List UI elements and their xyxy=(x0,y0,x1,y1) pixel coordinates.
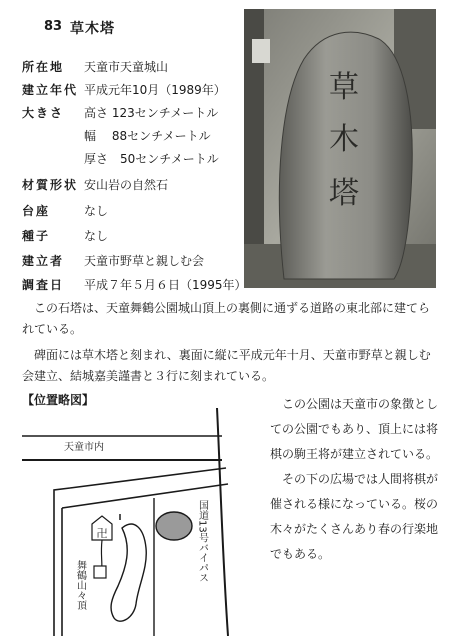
info-value: 高さ 123センチメートル xyxy=(84,106,219,120)
side-line: ての公園でもあり、頂上には将 xyxy=(270,422,439,436)
summit-label: 舞鶴山々頂 xyxy=(74,560,86,610)
info-value: 厚さ 50センチメートル xyxy=(84,152,219,166)
map-heading: 【位置略図】 xyxy=(22,393,95,407)
park-description xyxy=(270,392,445,567)
paragraph-line: 会建立、結城嘉美謹書と３行に刻まれている。 xyxy=(22,369,275,383)
info-label: 建立者 xyxy=(22,254,65,268)
info-label: 台座 xyxy=(22,204,51,218)
info-value: なし xyxy=(84,204,109,218)
side-line: 木々がたくさんあり春の行楽地 xyxy=(270,522,439,536)
side-line: この公園は天童市の象徴とし xyxy=(282,397,439,411)
info-value: 天童市天童城山 xyxy=(84,60,169,74)
paragraph-line: この石塔は、天童舞鶴公園城山頂上の裏側に通ずる道路の東北部に建てら xyxy=(34,301,431,315)
temple-marker: 卍 xyxy=(96,527,108,540)
paragraph-line: 碑面には草木塔と刻まれ、裏面に縦に平成元年十月、天童市野草と親しむ xyxy=(34,348,431,362)
side-line: 催される様になっている。桜の xyxy=(270,497,439,511)
info-value: 平成元年10月（1989年） xyxy=(84,83,226,97)
info-value: 安山岩の自然石 xyxy=(84,178,169,192)
side-line: その下の広場では人間将棋が xyxy=(282,472,439,486)
info-label: 種子 xyxy=(22,229,51,243)
location-map xyxy=(22,408,254,636)
monument-photo xyxy=(244,9,436,288)
paragraph-2 xyxy=(22,345,442,387)
info-value: 幅 88センチメートル xyxy=(84,129,211,143)
entry-number: 83 xyxy=(44,19,63,34)
inscription-glyph: 草 xyxy=(329,71,359,104)
info-label: 材質形状 xyxy=(22,178,79,192)
side-line: でもある。 xyxy=(270,547,331,561)
info-label: 建立年代 xyxy=(22,83,79,97)
area-label: 天童市内 xyxy=(64,442,104,453)
info-label: 大きさ xyxy=(22,106,65,120)
summit-marker xyxy=(94,566,106,578)
side-line: 棋の駒王将が建立されている。 xyxy=(270,447,439,461)
info-label: 調査日 xyxy=(22,278,65,292)
info-value: なし xyxy=(84,229,109,243)
paragraph-line: れている。 xyxy=(22,322,83,336)
inscription-glyph: 塔 xyxy=(329,177,359,210)
info-value: 平成７年５月６日（1995年） xyxy=(84,278,247,292)
info-label: 所在地 xyxy=(22,60,65,74)
paragraph-1 xyxy=(22,298,442,340)
info-value: 天童市野草と親しむ会 xyxy=(84,254,205,268)
road-label: 国道13号バイパス xyxy=(196,500,208,583)
inscription-glyph: 木 xyxy=(329,123,359,156)
entry-title: 草木塔 xyxy=(70,21,115,37)
